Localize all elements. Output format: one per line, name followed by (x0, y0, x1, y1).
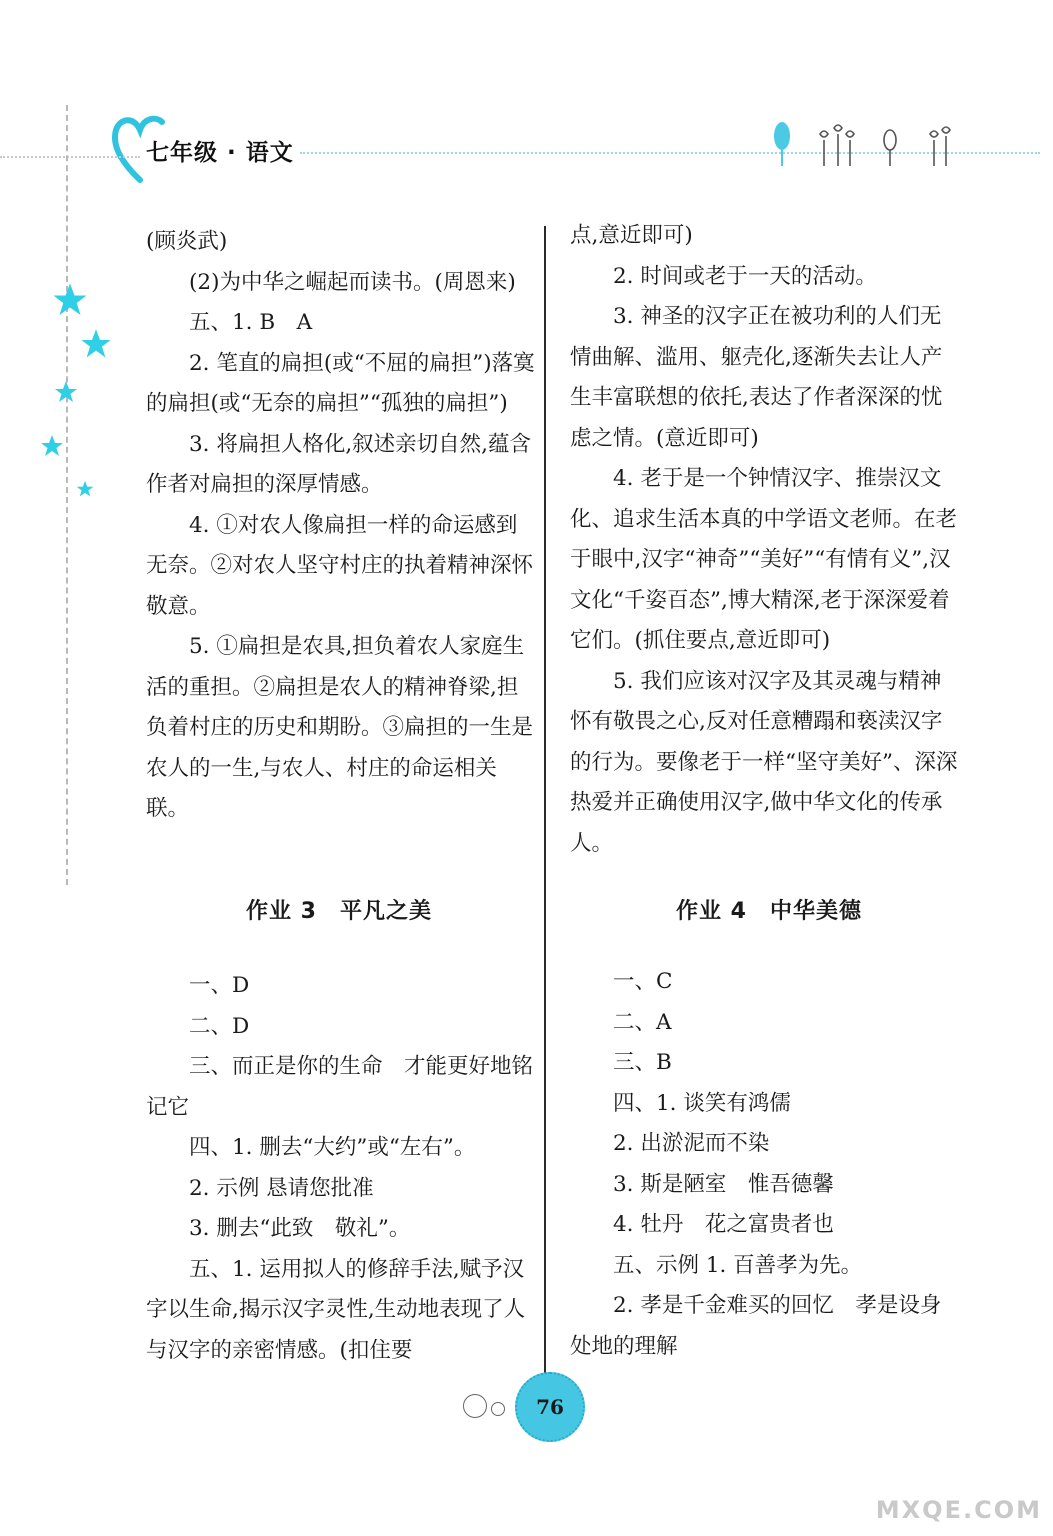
answer-line: 五、1. 运用拟人的修辞手法,赋予汉字以生命,揭示汉字灵性,生动地表现了人与汉字的亲密情感。(扣住要 (146, 1256, 526, 1363)
answer-line: 2. 示例 恳请您批准 (189, 1175, 374, 1201)
section3-answers (146, 966, 536, 1371)
page-header (0, 100, 1053, 210)
answer-line: 三、而正是你的生命 才能更好地铭记它 (146, 1054, 534, 1120)
answer-line: 四、1. 删去“大约”或“左右”。 (189, 1135, 476, 1160)
page-number: 76 (536, 1395, 564, 1419)
decor-circle (491, 1402, 505, 1416)
answer-line: 3. 将扁担人格化,叙述亲切自然,蕴含作者对扁担的深厚情感。 (146, 431, 532, 497)
answer-line: 五、示例 1. 百善孝为先。 (613, 1252, 863, 1278)
answer-line: 四、1. 谈笑有鸿儒 (613, 1090, 791, 1116)
header-dotted-line-left (0, 156, 140, 158)
star-icon (40, 434, 64, 458)
answer-line: 4. 老于是一个钟情汉字、推崇汉文化、追求生活本真的中学语文老师。在老于眼中,汉字“神奇”“美好”“有情有义”,汉文化“千姿百态”,博大精深,老于深深爱着它们。(抓住要点,意近即可) (570, 466, 958, 653)
answer-line: 3. 神圣的汉字正在被功利的人们无情曲解、滥用、躯壳化,逐渐失去让人产生丰富联想的依托,表达了作者深深的忧虑之情。(意近即可) (570, 304, 943, 451)
answer-line: 4. ①对农人像扁担一样的命运感到无奈。②对农人坚守村庄的执着精神深怀敬意。 (146, 512, 534, 619)
answer-line: 5. 我们应该对汉字及其灵魂与精神怀有敬畏之心,反对任意糟蹋和亵渎汉字的行为。要像老于一样“坚守美好”、深深热爱并正确使用汉字,做中华文化的传承人。 (570, 668, 958, 856)
answer-line: 一、C (613, 969, 673, 994)
answer-line: 三、B (613, 1050, 672, 1075)
decor-circle (463, 1394, 487, 1418)
answer-line: (顾炎武) (146, 229, 228, 254)
star-icon (76, 480, 94, 498)
answer-line: 五、1. B A (189, 310, 313, 335)
answer-line: 5. ①扁担是农具,担负着农人家庭生活的重担。②扁担是农人的精神脊梁,担负着村庄的历史和期盼。③扁担的一生是农人的一生,与农人、村庄的命运相关联。 (146, 634, 534, 821)
page-number-badge (455, 1372, 595, 1452)
section4-answers (570, 962, 960, 1367)
answer-line: 一、D (189, 973, 250, 998)
answer-line: 2. 出淤泥而不染 (613, 1131, 770, 1156)
star-icon (80, 328, 112, 360)
section-title-homework-4: 作业 4 中华美德 (676, 899, 862, 924)
watermark (870, 1466, 1050, 1530)
column-divider (544, 226, 546, 1376)
answer-line: 3. 删去“此致 敬礼”。 (189, 1216, 411, 1241)
watermark-text: MXQE.COM (875, 1496, 1042, 1524)
answer-line: 点,意近即可) (570, 223, 693, 248)
page-title: 七年级 · 语文 (146, 140, 294, 166)
answer-line: 3. 斯是陋室 惟吾德馨 (613, 1171, 834, 1197)
section-title-homework-3: 作业 3 平凡之美 (246, 899, 432, 924)
answer-line: 2. 孝是千金难买的回忆 孝是设身处地的理解 (570, 1293, 942, 1359)
star-icon (52, 282, 88, 318)
answer-line: 4. 牡丹 花之富贵者也 (613, 1212, 834, 1237)
left-column-answers (146, 222, 536, 830)
tulip-icons (770, 116, 970, 176)
answer-line: 二、D (189, 1013, 250, 1039)
right-column-answers (570, 216, 960, 864)
answer-line: 2. 笔直的扁担(或“不屈的扁担”)落寞的扁担(或“无奈的扁担”“孤独的扁担”) (146, 350, 535, 416)
star-icon (54, 380, 78, 404)
margin-dashed-line (66, 105, 68, 885)
answer-line: 2. 时间或老于一天的活动。 (613, 263, 877, 289)
answer-line: (2)为中华之崛起而读书。(周恩来) (189, 269, 516, 295)
answer-line: 二、A (613, 1009, 672, 1035)
